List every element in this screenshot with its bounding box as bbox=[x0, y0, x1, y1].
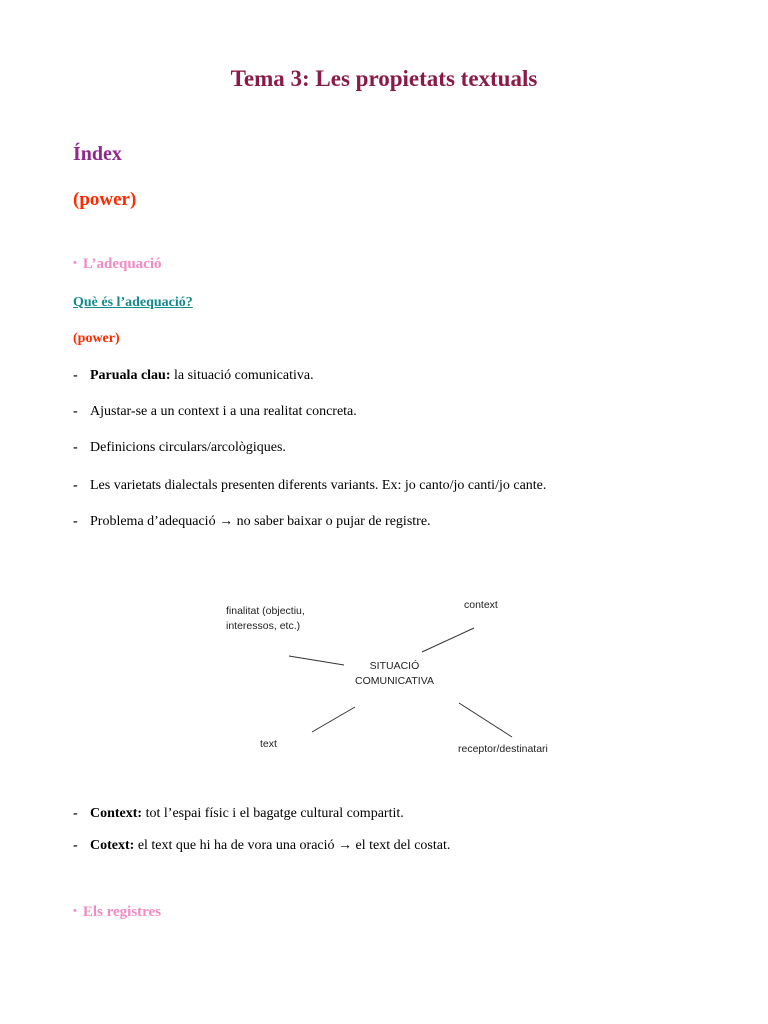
item-keyword: Paruala clau: bbox=[90, 368, 171, 383]
node-center-line1: SITUACIÓ bbox=[369, 660, 420, 672]
item-text: la situació comunicativa. bbox=[170, 368, 314, 383]
power-label: (power) bbox=[73, 331, 120, 346]
node-finalitat-line2: interessos, etc.) bbox=[226, 620, 301, 632]
arrow-finalitat bbox=[289, 656, 344, 665]
node-context: context bbox=[464, 599, 498, 611]
list-item bbox=[73, 404, 357, 420]
dash-marker: - bbox=[73, 514, 78, 529]
communication-diagram bbox=[215, 590, 565, 770]
node-receptor: receptor/destinatari bbox=[458, 743, 548, 755]
power-heading: (power) bbox=[73, 189, 137, 210]
list-item bbox=[73, 440, 286, 456]
arrow-receptor bbox=[459, 703, 512, 737]
item-keyword: Context: bbox=[90, 806, 143, 821]
node-finalitat bbox=[226, 604, 305, 634]
item-text: Ajustar-se a un context i a una realitat concreta. bbox=[90, 404, 357, 419]
dash-marker: - bbox=[73, 806, 78, 821]
list-item bbox=[73, 806, 404, 822]
subheading-link[interactable]: Què és l’adequació? bbox=[73, 295, 193, 310]
document-title: Tema 3: Les propietats textuals bbox=[230, 66, 538, 91]
node-text: text bbox=[260, 738, 277, 750]
node-center bbox=[355, 659, 434, 689]
list-item bbox=[73, 368, 314, 384]
dash-marker: - bbox=[73, 478, 78, 493]
item-text: Les varietats dialectals presenten diferents variants. Ex: jo canto/jo canti/jo cante. bbox=[90, 478, 547, 493]
item-keyword: Cotext: bbox=[90, 838, 135, 853]
dash-marker: - bbox=[73, 368, 78, 383]
item-text: Definicions circulars/arcològiques. bbox=[90, 440, 286, 455]
node-finalitat-line1: finalitat (objectiu, bbox=[226, 605, 305, 617]
bullet-icon: • bbox=[73, 257, 77, 269]
section-adequacio bbox=[73, 256, 162, 273]
dash-marker: - bbox=[73, 404, 78, 419]
item-text: el text que hi ha de vora una oració → el text del costat. bbox=[134, 838, 451, 853]
section-registres bbox=[73, 904, 161, 921]
list-item bbox=[73, 838, 450, 854]
list-item bbox=[73, 514, 431, 530]
index-heading: Índex bbox=[73, 143, 122, 165]
arrow-text bbox=[312, 707, 355, 732]
arrow-context bbox=[422, 628, 474, 652]
bullet-icon: • bbox=[73, 905, 77, 917]
section-label: Els registres bbox=[82, 904, 162, 920]
dash-marker: - bbox=[73, 440, 78, 455]
item-text: tot l’espai físic i el bagatge cultural compartit. bbox=[142, 806, 404, 821]
item-text: Problema d’adequació → no saber baixar o pujar de registre. bbox=[90, 514, 431, 529]
section-label: L’adequació bbox=[82, 256, 162, 272]
list-item bbox=[73, 478, 546, 494]
dash-marker: - bbox=[73, 838, 78, 853]
node-center-line2: COMUNICATIVA bbox=[355, 675, 434, 687]
